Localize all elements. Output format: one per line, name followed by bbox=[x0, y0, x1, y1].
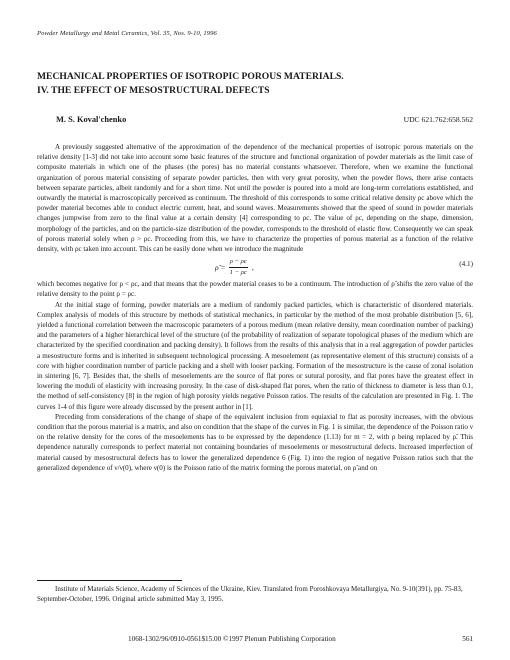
equation-number: (4.1) bbox=[459, 260, 473, 269]
title-line-1: MECHANICAL PROPERTIES OF ISOTROPIC POROUS MATERIALS. bbox=[37, 71, 344, 82]
copyright-line: 1068-1302/96/0910-0561$15.00 ©1997 Plenum Publishing Corporation bbox=[128, 635, 336, 643]
footnote-text: Institute of Materials Science, Academy of Sciences of the Ukraine, Kiev. Translated from Poroshkovaya Metallurgiya, No. 9-10(391), pp. 75-83, September-October, 1996. Original article submitted May 3, 1995. bbox=[37, 585, 463, 603]
equation-comma: , bbox=[251, 262, 254, 272]
paragraph-1: A previously suggested alternative of the approximation of the dependence of the mechanical properties of isotropic porous materials on the relative density [1-3] did not take into account some basic features of the structure and functional organization of powder materials as the limit case of composite materials in which one of the phases (the pores) has no material constants whatsoever. Therefore, when we examine the functional organization of porous material consisting of separate powder particles, then with very great porosity, when the powder flows, there arise contacts between separate particles, albeit randomly and for a short time. Not until the powder is poured into a mold are long-term correlations established, and outwardly the material is macroscopically perceived as continuum. The threshold of this corresponds to some critical relative density ρc above which the powder material becomes able to conduct electric current, heat, and sound waves. Measurements showed that the speed of sound in powder materials changes jumpwise from zero to the final value at a certain density [4] corresponding to ρc. The value of ρc, depending on the shape, dimension, morphology of the particles, and on the particle-size distribution of the powder, corresponds to the threshold of elastic flow. Consequently we can speak of porous material solely when ρ > ρc. Proceeding from this, we have to characterize the properties of porous material as a function of the relative density, with ρc taken into account. This can be easily done when we introduce the magnitude bbox=[37, 143, 473, 254]
paragraph-3: At the initial stage of forming, powder materials are a medium of randomly packed particles, which is characteristic of disordered materials. Complex analysis of models of this structure by methods of statistical mechanics, in particular by the method of the most probable distribution [5, 6], yielded a functional correlation between the macroscopic parameters of a porous medium (mean relative density, mean coordination number of packing) and the parameters of a higher hierarchical level of the structure (of the probability of realization of separate topological phases of the medium which are characterized by the specified coordination and packing density). It follows from the results of this analysis that in a real aggregation of powder particles a mesostructure forms and is inherited in subsequent technological processing. A mesoelement (as representative element of this structure) consists of a core with higher coordination number of particle packing and a shell with looser packing. Formation of the mesostructure is the cause of zonal isolation in sintering [6, 7]. Besides that, the shells of mesoelements are the source of flat pores or sutural porosity, and flat pores have the greatest effect in lowering the moduli of elasticity with increasing porosity. In the case of disk-shaped flat pores, when the ratio of thickness to diameter is less than 0.1, the method of self-consistency [8] in the region of high porosity yields negative Poisson ratios. The results of the calculation are presented in Fig. 1. The curves 1-4 of this figure were already discussed by the present author in [1]. bbox=[37, 300, 473, 411]
author-name: M. S. Koval'chenko bbox=[56, 115, 127, 124]
equation-numerator: ρ − ρc bbox=[229, 257, 248, 268]
footnote bbox=[37, 584, 473, 604]
equation-4-1 bbox=[37, 255, 473, 277]
equation-expression bbox=[215, 257, 254, 278]
title-line-2: IV. THE EFFECT OF MESOSTRUCTURAL DEFECTS bbox=[37, 84, 270, 96]
journal-header: Powder Metallurgy and Metal Ceramics, Vol. 35, Nos. 9-10, 1996 bbox=[37, 30, 217, 37]
equation-denominator: 1 − ρc bbox=[229, 269, 247, 277]
footnote-divider bbox=[37, 580, 182, 581]
page-number: 561 bbox=[462, 635, 473, 643]
paragraph-4: Preceding from considerations of the change of shape of the equivalent inclusion from equiaxial to flat as porosity increases, with the obvious condition that the porous material is a matrix, and also on condition that the shape of the curves in Fig. 1 is similar, the dependence of the Poisson ratio ν on the relative density for the cores of the mesoelements has to be expressed by the dependence (1.13) for m = 2, with ρ being replaced by ρ̃. This dependence naturally corresponds to perfect material not containing boundaries of mesoelements or mesostructural defects. Increased imperfection of material caused by mesostructural defects has to lower the generalized dependence 6 (Fig. 1) into the region of negative Poisson ratios such that the generalized dependence of ν/ν(0), where ν(0) is the Poisson ratio of the matrix forming the porous material, on ρ̃ and on bbox=[37, 412, 473, 472]
article-title bbox=[37, 70, 477, 97]
udc-code: UDC 621.762:658.562 bbox=[403, 115, 473, 124]
equation-lhs: ρ̃ = bbox=[215, 262, 226, 272]
article-body bbox=[37, 142, 473, 473]
equation-fraction bbox=[229, 257, 248, 278]
paragraph-2: which becomes negative for ρ < ρc, and that means that the powder material ceases to be a continuum. The introduction of ρ̃ shifts the zero value of the relative density to the point ρ = ρc. bbox=[37, 280, 473, 299]
